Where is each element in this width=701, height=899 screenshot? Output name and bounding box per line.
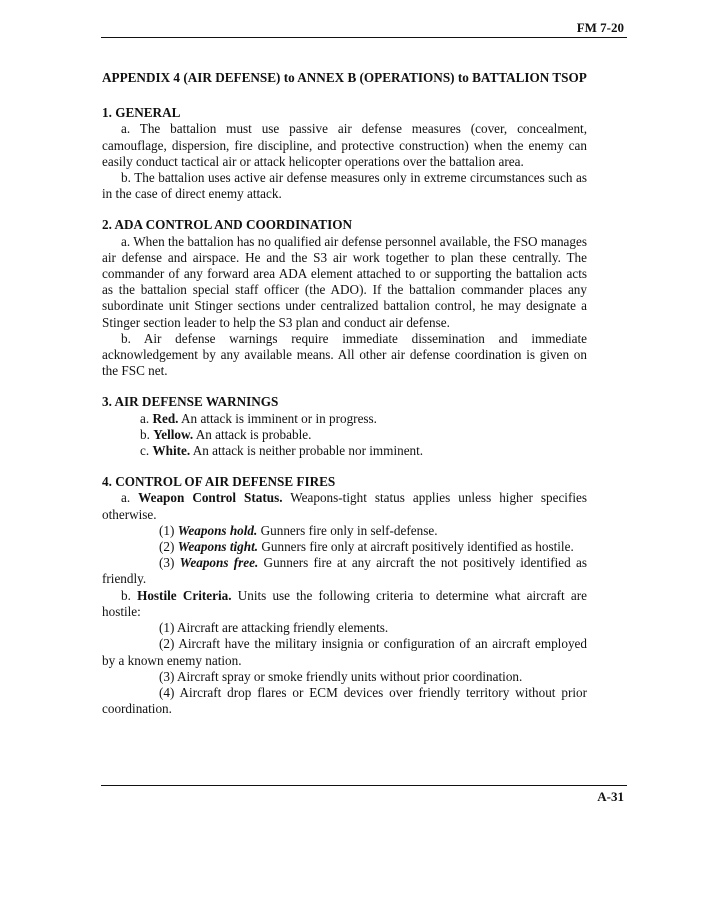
general-paragraph-a: a. The battalion must use passive air defense measures (cover, concealment, camouflage, dispersion, fire discipline, and protective construction) when the enemy can easily conduct tactical air or attack helicopter operations over the battalion area. <box>102 121 587 169</box>
control-paragraph-b: b. Hostile Criteria. Units use the following criteria to determine what aircraft are hostile: <box>102 587 587 619</box>
ada-paragraph-a: a. When the battalion has no qualified air defense personnel available, the FSO manages air defense and airspace. He and the S3 air work together to plan these centrally. The commander of any forward area ADA element attached to or supporting the battalion acts as the battalion special staff officer (the ADO). If the battalion commander places any subordinate unit Stinger sections under centralized battalion control, he may designate a Stinger section leader to help the S3 plan and conduct air defense. <box>102 233 587 330</box>
footer-rule <box>101 785 627 786</box>
header-rule <box>101 37 627 38</box>
weapons-free-item: (3) Weapons free. Gunners fire at any aircraft the not positively identified as friendly. <box>102 555 587 587</box>
header-doc-id: FM 7-20 <box>576 20 624 35</box>
section-heading-ada: 2. ADA CONTROL AND COORDINATION <box>102 217 352 233</box>
warning-white: c. White. An attack is neither probable nor imminent. <box>140 443 424 459</box>
general-paragraph-b: b. The battalion uses active air defense measures only in extreme circumstances such as in the case of direct enemy attack. <box>102 170 587 202</box>
document-title: APPENDIX 4 (AIR DEFENSE) to ANNEX B (OPERATIONS) to BATTALION TSOP <box>102 70 587 85</box>
section-heading-warnings: 3. AIR DEFENSE WARNINGS <box>102 394 279 410</box>
warning-yellow: b. Yellow. An attack is probable. <box>140 426 312 442</box>
document-body <box>102 70 587 717</box>
hostile-criteria-item: (2) Aircraft have the military insignia or configuration of an aircraft employed by a known enemy nation. <box>102 636 587 668</box>
weapons-hold-item: (1) Weapons hold. Gunners fire only in self-defense. <box>159 522 438 538</box>
hostile-criteria-item: (1) Aircraft are attacking friendly elements. <box>159 620 389 636</box>
control-paragraph-a: a. Weapon Control Status. Weapons-tight status applies unless higher specifies otherwise. <box>102 490 588 522</box>
section-heading-control: 4. CONTROL OF AIR DEFENSE FIRES <box>102 474 336 490</box>
hostile-criteria-item: (3) Aircraft spray or smoke friendly units without prior coordination. <box>159 668 523 684</box>
section-heading-general: 1. GENERAL <box>102 105 181 121</box>
warning-red: a. Red. An attack is imminent or in progress. <box>140 410 377 426</box>
weapons-tight-item: (2) Weapons tight. Gunners fire only at aircraft positively identified as hostile. <box>159 539 574 555</box>
footer-page-number: A-31 <box>597 789 624 804</box>
ada-paragraph-b: b. Air defense warnings require immediate dissemination and immediate acknowledgement by any available means. All other air defense coordination is given on the FSC net. <box>102 330 587 379</box>
hostile-criteria-item: (4) Aircraft drop flares or ECM devices over friendly territory without prior coordination. <box>102 684 587 717</box>
